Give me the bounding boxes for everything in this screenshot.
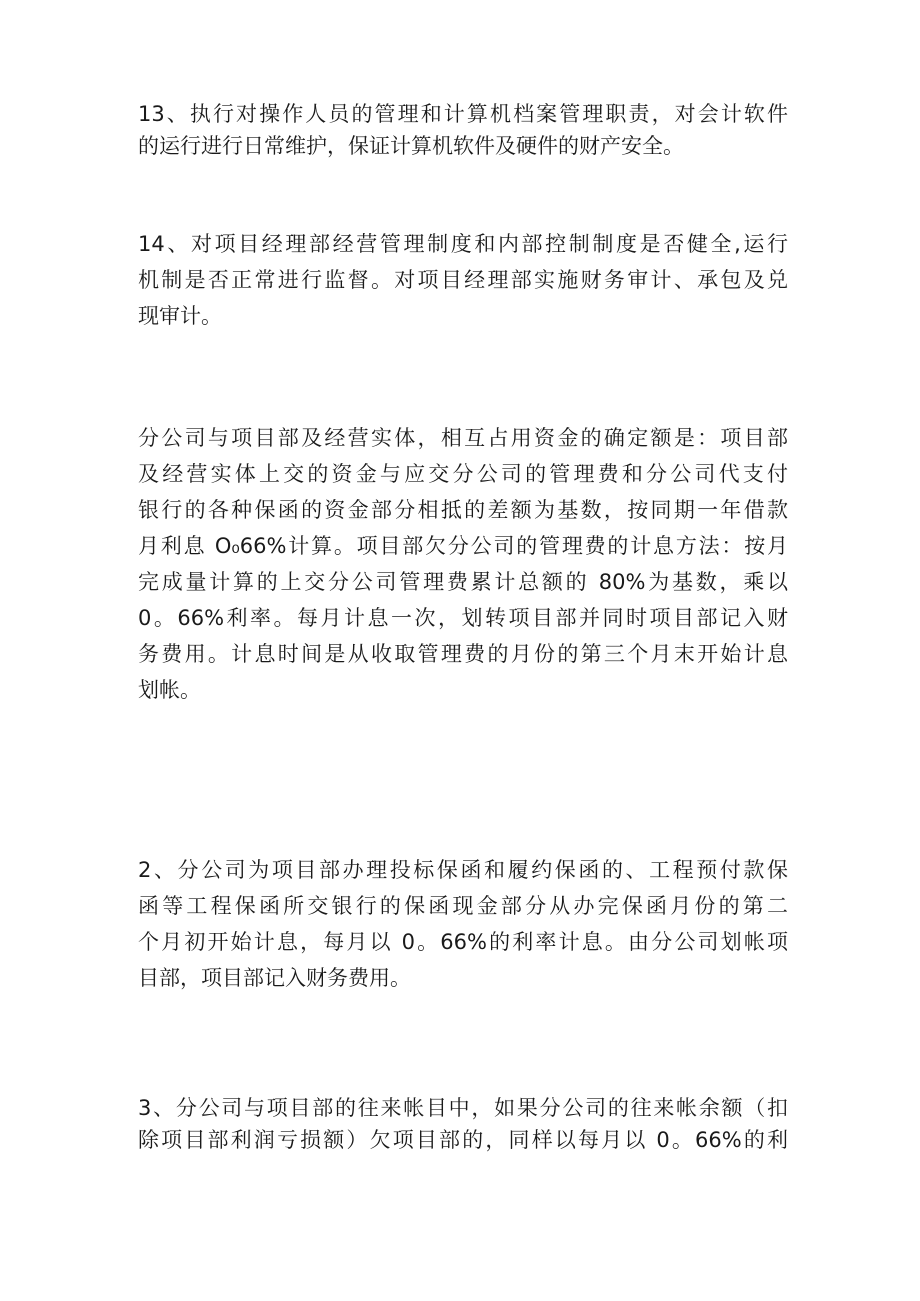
text-line: 现审计。 [138, 304, 222, 328]
paragraph-13 [138, 98, 788, 162]
text-line: 及经营实体上交的资金与应交分公司的管理费和分公司代支付 [138, 462, 788, 486]
paragraph-interest-rules [138, 420, 788, 708]
text-line: 目部，项目部记入财务费用。 [138, 966, 411, 990]
paragraph-3 [138, 1092, 788, 1156]
text-line: 机制是否正常进行监督。对项目经理部实施财务审计、承包及兑 [138, 268, 788, 292]
text-line: 划帐。 [138, 678, 201, 702]
paragraph-14 [138, 226, 788, 334]
text-line: 13、执行对操作人员的管理和计算机档案管理职责，对会计软件 [138, 102, 788, 126]
text-line: 0。66%利率。每月计息一次，划转项目部并同时项目部记入财 [138, 606, 788, 630]
text-line: 14、对项目经理部经营管理制度和内部控制制度是否健全,运行 [138, 232, 788, 256]
text-line: 务费用。计息时间是从收取管理费的月份的第三个月末开始计息 [138, 642, 788, 666]
text-line: 个月初开始计息，每月以 0。66%的利率计息。由分公司划帐项 [138, 930, 788, 954]
paragraph-2 [138, 852, 788, 996]
text-line: 分公司与项目部及经营实体，相互占用资金的确定额是：项目部 [138, 426, 788, 450]
text-line: 月利息 O₀66%计算。项目部欠分公司的管理费的计息方法：按月 [138, 534, 788, 558]
text-line: 银行的各种保函的资金部分相抵的差额为基数，按同期一年借款 [138, 498, 788, 522]
text-line: 完成量计算的上交分公司管理费累计总额的 80%为基数，乘以 [138, 570, 788, 594]
text-line: 3、分公司与项目部的往来帐目中，如果分公司的往来帐余额（扣 [138, 1096, 788, 1120]
text-line: 函等工程保函所交银行的保函现金部分从办完保函月份的第二 [138, 894, 788, 918]
text-line: 的运行进行日常维护，保证计算机软件及硬件的财产安全。 [138, 134, 684, 158]
text-line: 2、分公司为项目部办理投标保函和履约保函的、工程预付款保 [138, 858, 788, 882]
text-line: 除项目部利润亏损额）欠项目部的，同样以每月以 0。66%的利 [138, 1128, 788, 1152]
